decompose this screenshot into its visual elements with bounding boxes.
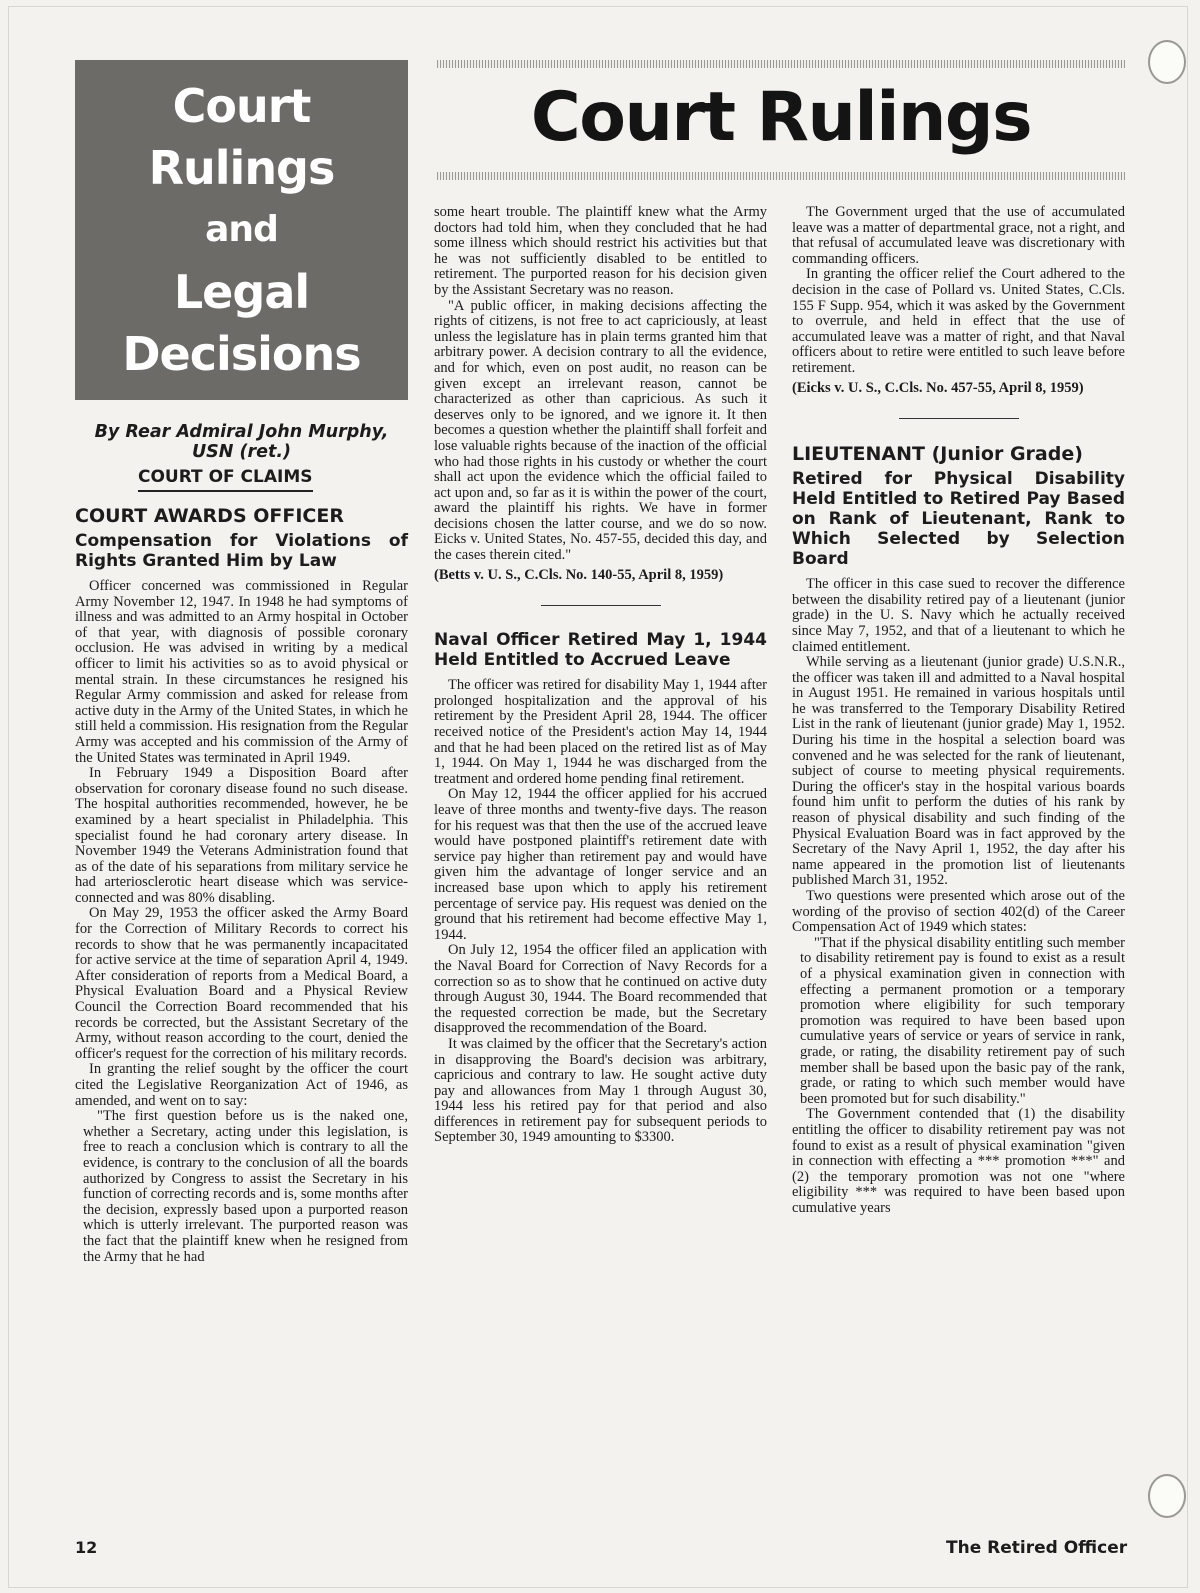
article1-subheading: Compensation for Violations of Rights Granted Him by Law	[75, 531, 408, 571]
article2-heading: Naval Officer Retired May 1, 1944 Held Entitled to Accrued Leave	[434, 630, 767, 671]
binder-hole-top	[1148, 40, 1186, 84]
paragraph: "A public officer, in making decisions affecting the rights of citizens, is not free to act capriciously, at least unless the legislature has in plain terms granted him that arbitrary power. A decision contrary to all the evidence, and for which, even on post audit, no reason can be given except an irrelevant reason, cannot be characterized as other than capricious. As such it deserves only to be ignored, and we ignore it. It then becomes a question whether the plaintiff shall forfeit and lose valuable rights because of the inaction of the official who had those rights in his custody or whether the court shall act upon the evidence which the official failed to act upon and, so far as it is within the power of the court, award the plaintiff his rights. We have in former decisions chosen the latter course, and we do so now. Eicks v. United States, No. 457-55, decided this day, and the cases therein cited."	[434, 297, 767, 564]
banner-line: Rulings	[148, 141, 335, 195]
page-number: 12	[75, 1538, 98, 1557]
section-banner	[75, 60, 408, 400]
column-2	[434, 205, 767, 1146]
banner-line: Court	[172, 79, 311, 133]
article3-subheading: Retired for Physical Disability Held Entitled to Retired Pay Based on Rank of Lieutenant, Rank to Which Selected by Selection Board	[792, 469, 1125, 570]
column-1	[75, 505, 408, 1265]
paragraph: In February 1949 a Disposition Board after observation for coronary disease found no such disease. The hospital authorities recommended, however, he be examined by a heart specialist in Philadelphia. This specialist found he had coronary artery disease. In November 1949 the Veterans Administration found that as of the date of his separations from military service he had arteriosclerotic heart disease which was service-connected and was 80% disabling.	[75, 765, 408, 906]
paragraph: While serving as a lieutenant (junior grade) U.S.N.R., the officer was taken ill and admitted to a Naval hospital in August 1951. He remained in various hospitals until he was transferred to the Temporary Disability Retired List in the rank of lieutenant (junior grade) May 1, 1952. During his time in the hospital a selection board was convened and he was selected for the rank of lieutenant, subject of course to meeting physical requirements. During the officer's stay in the hospital various boards found him unfit to perform the duties of his rank by reason of physical disability and such finding of the Physical Evaluation Board was in fact approved by the Secretary of the Navy April 1, 1952, the day after his name appeared in the promotion list of lieutenants published March 31, 1952.	[792, 654, 1125, 889]
paragraph: Officer concerned was commissioned in Regular Army November 12, 1947. In 1948 he had symptoms of illness and was admitted to an Army hospital in October of that year, with diagnosis of possible coronary occlusion. He was advised in writing by a medical officer to limit his activities so as to avoid physical or mental strain. In these circumstances he resigned his Regular Army commission and asked for release from active duty in the Army of the United States, in which he still held a commission. His resignation from the Regular Army was accepted and his commission of the Army of the United States was terminated in April 1949.	[75, 578, 408, 766]
case-citation: (Betts v. U. S., C.Cls. No. 140-55, April 8, 1959)	[434, 566, 724, 583]
article1-heading: COURT AWARDS OFFICER	[75, 505, 344, 527]
paragraph: The officer was retired for disability May 1, 1944 after prolonged hospitalization and the approval of his retirement by the President April 28, 1944. The officer received notice of the President's action May 14, 1944 and that he had been placed on the retired list as of May 1, 1944. On May 1, 1944 he was discharged from the treatment and ordered home pending final retirement.	[434, 677, 767, 787]
paragraph: On May 12, 1944 the officer applied for his accrued leave of three months and twenty-five days. The reason for his request was that then the use of the accrued leave would have postponed plaintiff's retirement date with service pay higher than retirement pay and would have given him the advantage of longer service and an increased base upon which to apply his retirement percentage of service pay. His request was denied on the ground that his retirement had become effective May 1, 1944.	[434, 786, 767, 943]
paragraph: some heart trouble. The plaintiff knew what the Army doctors had told him, when they concluded that he had some illness which should restrict his activities but that he was not sufficiently disabled to be entitled to retirement. The purported reason for his decision given by the Assistant Secretary was no reason.	[434, 204, 767, 298]
binder-hole-bottom	[1148, 1474, 1186, 1518]
quotation: "That if the physical disability entitling such member to disability retirement pay is found to exist as a result of a physical examination given in connection with effecting a permanent promotion or a temporary promotion where eligibility for such temporary promotion was required to have been based upon cumulative years of service or years of service in rank, grade, or rating, the disability retirement pay of such member shall be based upon the basic pay of the rank, grade, or rating to which such member would have been promoted but for such disability."	[800, 934, 1125, 1107]
paragraph: The Government contended that (1) the disability entitling the officer to disability retirement pay was not found to exist as a result of physical examination "given in connection with effecting a *** promotion ***" and (2) the temporary promotion was not one "where eligibility *** was required to have been based upon cumulative years	[792, 1106, 1125, 1216]
paragraph: It was claimed by the officer that the Secretary's action in disapproving the Board's decision was arbitrary, capricious and contrary to law. He sought active duty pay and allowances from May 1 through August 30, 1944 less his retired pay for that period and also differences in retirement pay for subsequent periods to September 30, 1949 amounting to $3300.	[434, 1035, 767, 1146]
paragraph: The officer in this case sued to recover the difference between the disability retired pay of a lieutenant (junior grade) in the U. S. Navy which he actually received since May 7, 1952, and that of a lieutenant to which he claimed entitlement.	[792, 576, 1125, 655]
banner-line: Legal	[173, 265, 310, 319]
paragraph: In granting the officer relief the Court adhered to the decision in the case of Pollard vs. United States, C.Cls. 155 F Supp. 954, which it was asked by the Government to overrule, and held in effect that the use of accumulated leave was a matter of right, and that Naval officers about to retire were entitled to such leave before retirement.	[792, 266, 1125, 376]
case-citation: (Eicks v. U. S., C.Cls. No. 457-55, April 8, 1959)	[792, 379, 1084, 396]
divider	[541, 605, 661, 606]
section-label: COURT OF CLAIMS	[138, 467, 313, 492]
divider	[899, 418, 1019, 419]
paragraph: The Government urged that the use of accumulated leave was a matter of departmental grace, not a right, and that refusal of accumulated leave was discretionary with commanding officers.	[792, 204, 1125, 267]
article3-heading: LIEUTENANT (Junior Grade)	[792, 443, 1083, 466]
publication-name: The Retired Officer	[946, 1538, 1128, 1558]
quotation: "The first question before us is the naked one, whether a Secretary, acting under this legislation, is free to reach a conclusion which is contrary to all the evidence, is contrary to the conclusion of all the boards authorized by Congress to assist the Secretary in his function of correcting records and is, some months after the decision, expressly based upon a purported reason which is utterly irrelevant. The purported reason was the fact that the plaintiff knew when he resigned from the Army that he had	[83, 1108, 408, 1265]
paragraph: In granting the relief sought by the officer the court cited the Legislative Reorganization Act of 1946, as amended, and went on to say:	[75, 1061, 408, 1109]
paragraph: On May 29, 1953 the officer asked the Army Board for the Correction of Military Records to correct his records to show that he was permanently incapacitated for active service at the time of separation April 4, 1949. After consideration of reports from a Medical Board, a Physical Evaluation Board and a Physical Review Council the Correction Board recommended that his records be corrected, but the Assistant Secretary of the Army, without reason according to the court, denied the officer's request for the correction of his military records.	[75, 905, 408, 1062]
byline-author: By Rear Admiral John Murphy,	[94, 422, 389, 442]
byline	[75, 422, 408, 462]
title-rule-top	[437, 60, 1125, 68]
banner-line: Decisions	[122, 327, 361, 381]
banner-line: and	[205, 209, 278, 250]
paragraph: On July 12, 1954 the officer filed an application with the Naval Board for Correction of Navy Records for a correction so as to show that he continued on active duty through August 30, 1944. The Board recommended that the requested correction be made, but the Secretary disapproved the recommendation of the Board.	[434, 942, 767, 1037]
byline-rank: USN (ret.)	[191, 442, 292, 462]
column-3	[792, 205, 1125, 1216]
page-title: Court Rulings	[530, 78, 1032, 157]
paragraph: Two questions were presented which arose out of the wording of the proviso of section 402(d) of the Career Compensation Act of 1949 which states:	[792, 888, 1125, 936]
title-rule-bottom	[437, 172, 1125, 180]
